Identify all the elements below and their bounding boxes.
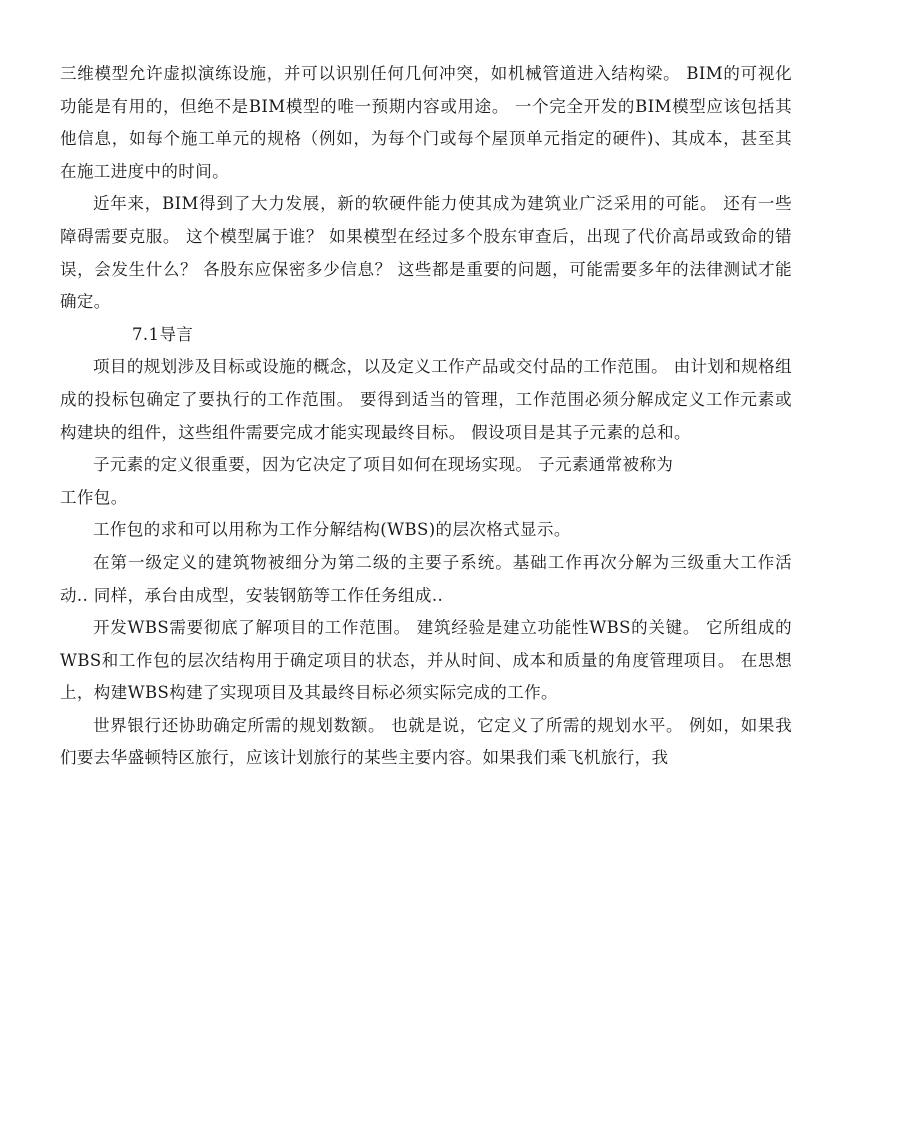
paragraph-project-planning: 项目的规划涉及目标或设施的概念，以及定义工作产品或交付品的工作范围。 由计划和规格组成的投标包确定了要执行的工作范围。 要得到适当的管理，工作范围必须分解成定义工作元素或构建块的组件，这些组件需要完成才能实现最终目标。 假设项目是其子元素的总和。 <box>60 357 792 442</box>
paragraph-bim-development: 近年来，BIM得到了大力发展，新的软硬件能力使其成为建筑业广泛采用的可能。 还有一些障碍需要克服。 这个模型属于谁？ 如果模型在经过多个股东审查后，出现了代价高昂或致命的错误，会发生什么？ 各股东应保密多少信息？ 这些都是重要的问题，可能需要多年的法律测试才能确定。 <box>60 194 792 312</box>
paragraph-planning-amount: 世界银行还协助确定所需的规划数额。 也就是说，它定义了所需的规划水平。 例如，如果我们要去华盛顿特区旅行，应该计划旅行的某些主要内容。如果我们乘飞机旅行，我 <box>60 715 792 768</box>
paragraph-wbs-format: 工作包的求和可以用称为工作分解结构(WBS)的层次格式显示。 <box>93 520 571 540</box>
section-heading: 7.1导言 <box>132 324 194 344</box>
document-page <box>60 58 792 775</box>
paragraph-work-package: 工作包。 <box>60 487 128 507</box>
paragraph-wbs-levels: 在第一级定义的建筑物被细分为第二级的主要子系统。基础工作再次分解为三级重大工作活动.. 同样，承台由成型，安装钢筋等工作任务组成.. <box>60 552 792 605</box>
paragraph-wbs-development: 开发WBS需要彻底了解项目的工作范围。 建筑经验是建立功能性WBS的关键。 它所组成的WBS和工作包的层次结构用于确定项目的状态，并从时间、成本和质量的角度管理项目。 在思想上，构建WBS构建了实现项目及其最终目标必须实际完成的工作。 <box>60 618 792 703</box>
paragraph-sub-elements: 子元素的定义很重要，因为它决定了项目如何在现场实现。 子元素通常被称为 <box>93 455 674 475</box>
paragraph-bim-visualization: 三维模型允许虚拟演练设施，并可以识别任何几何冲突，如机械管道进入结构梁。 BIM的可视化功能是有用的，但绝不是BIM模型的唯一预期内容或用途。 一个完全开发的BIM模型应该包括其他信息，如每个施工单元的规格（例如，为每个门或每个屋顶单元指定的硬件)、其成本，甚至其在施工进度中的时间。 <box>60 64 792 181</box>
